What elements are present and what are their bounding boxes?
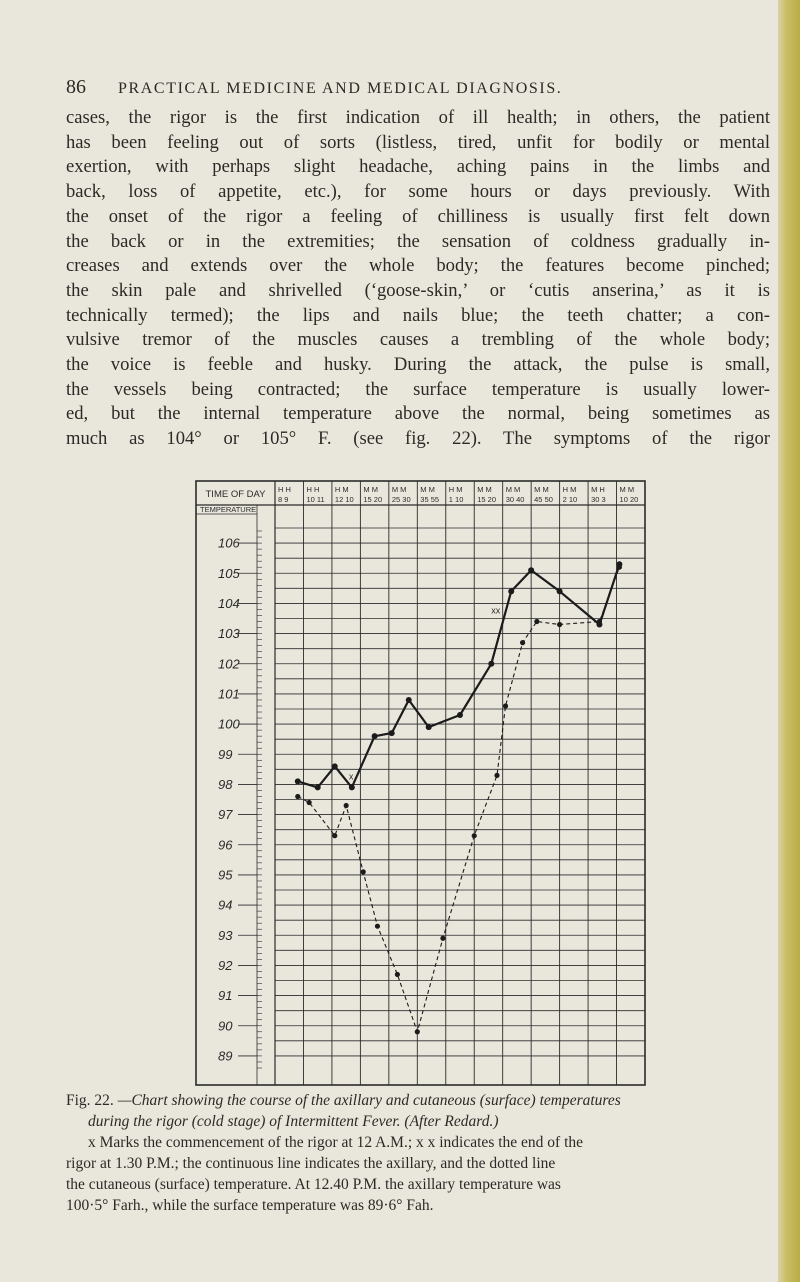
surface-temperature-point [617,565,622,570]
surface-temperature-point [415,1029,420,1034]
time-unit-label: M M [363,485,378,494]
time-unit-label: M M [391,485,407,494]
time-value-label: 25 30 [391,495,411,504]
y-tick-label: 92 [218,957,233,973]
rigor-marker: x [348,771,354,782]
time-unit-label: H M [448,485,463,494]
body-line: the voice is feeble and husky. During the attack, the pulse is small, [66,354,770,376]
axillary-temperature-point [295,778,301,784]
surface-temperature-point [361,869,366,874]
time-value-label: 10 20 [619,495,639,504]
y-tick-label: 100 [218,716,240,732]
figure-label: Fig. 22. [66,1092,114,1109]
y-tick-label: 103 [218,626,240,642]
body-line: vulsive tremor of the muscles causes a trembling of the whole body; [66,329,770,351]
surface-temperature-point [375,924,380,929]
time-unit-label: M M [505,485,521,494]
time-value-label: 30 40 [505,495,525,504]
time-unit-label: H H [278,485,291,494]
time-unit-label: H H [306,485,320,494]
time-unit-label: M M [420,485,435,494]
surface-temperature-point [332,833,337,838]
y-tick-label: 94 [218,897,233,913]
body-line: the back or in the extremities; the sensation of coldness gradually in- [66,230,770,252]
time-value-label: 35 55 [420,495,440,504]
time-value-label: 45 50 [534,495,553,504]
y-tick-label: 90 [218,1018,233,1034]
y-tick-label: 104 [218,595,240,611]
temperature-header: TEMPERATURE [200,505,257,514]
caption-note-line: rigor at 1.30 P.M.; the continuous line indicates the axillary, and the dotted line [66,1155,556,1172]
y-tick-label: 97 [218,807,233,823]
axillary-temperature-point [426,724,432,730]
axillary-temperature-point [528,567,534,573]
y-tick-label: 96 [218,837,233,853]
time-value-label: 2 10 [562,495,578,504]
surface-temperature-point [440,936,445,941]
time-value-label: 12 10 [334,495,354,504]
surface-temperature-point [494,773,499,778]
surface-temperature-point [344,803,349,808]
page-number: 86 [66,76,86,98]
y-tick-label: 99 [218,746,233,762]
surface-temperature-point [534,619,539,624]
body-line: the skin pale and shrivelled (‘goose-skin,’ or ‘cutis anserina,’ as it is [66,279,770,301]
axillary-temperature-point [332,763,338,769]
y-tick-label: 91 [218,988,233,1004]
y-tick-label: 93 [218,927,233,943]
surface-temperature-point [520,640,525,645]
body-line: back, loss of appetite, etc.), for some hours or days previously. With [66,181,770,203]
time-unit-label: H M [562,485,577,494]
y-tick-label: 105 [218,565,240,581]
body-line: cases, the rigor is the first indication of ill health; in others, the patient [66,107,770,128]
body-line: technically termed); the lips and nails blue; the teeth chatter; a con- [66,304,770,326]
time-value-label: 15 20 [477,495,497,504]
axillary-temperature-point [557,588,563,594]
caption-note-line: x Marks the commencement of the rigor at 12 A.M.; x x indicates the end of the [88,1134,584,1151]
surface-temperature-point [307,800,312,805]
time-value-label: 30 3 [591,495,606,504]
body-line: much as 104° or 105° F. (see fig. 22). The symptoms of the rigor [66,428,770,450]
axillary-temperature-point [389,730,395,736]
time-unit-label: M H [591,485,605,494]
y-tick-label: 102 [218,656,240,672]
time-value-label: 10 11 [306,495,325,504]
y-tick-label: 106 [218,535,240,551]
figure-caption [66,1090,771,1216]
surface-temperature-point [472,833,477,838]
caption-title-line2: during the rigor (cold stage) of Intermittent Fever. (After Redard.) [88,1113,499,1130]
axillary-temperature-point [372,733,378,739]
surface-temperature-point [557,622,562,627]
axillary-temperature-point [508,588,514,594]
caption-note-line: the cutaneous (surface) temperature. At 12.40 P.M. the axillary temperature was [66,1176,561,1193]
surface-temperature-point [395,972,400,977]
caption-note-line: 100·5° Farh., while the surface temperature was 89·6° Fah. [66,1197,434,1214]
time-value-label: 15 20 [363,495,383,504]
time-unit-label: M M [619,485,635,494]
body-line: creases and extends over the whole body; the features become pinched; [66,255,770,277]
y-tick-label: 98 [218,776,233,792]
caption-title-row [66,1090,771,1111]
caption-title-line1: —Chart showing the course of the axillary and cutaneous (surface) temperatures [113,1092,621,1109]
body-line: the vessels being contracted; the surface temperature is usually lower- [66,378,770,400]
axillary-temperature-point [406,697,412,703]
body-line: exertion, with perhaps slight headache, aching pains in the limbs and [66,156,770,178]
time-of-day-header: TIME OF DAY [205,489,266,500]
axillary-temperature-point [349,784,355,790]
body-line: the onset of the rigor a feeling of chilliness is usually first felt down [66,205,770,227]
body-line: has been feeling out of sorts (listless, tired, unfit for bodily or mental [66,131,770,153]
surface-temperature-point [295,794,300,799]
surface-temperature-point [503,703,508,708]
chart-frame [196,481,645,1085]
axillary-temperature-point [457,712,463,718]
body-line: ed, but the internal temperature above the normal, being sometimes as [66,403,770,425]
time-unit-label: M M [534,485,549,494]
rigor-marker: xx [491,605,501,616]
time-value-label: 1 10 [448,495,464,504]
axillary-temperature-point [315,784,321,790]
y-tick-label: 101 [218,686,240,702]
running-title: PRACTICAL MEDICINE AND MEDICAL DIAGNOSIS. [118,80,563,97]
time-unit-label: H M [334,485,349,494]
axillary-temperature-point [488,661,494,667]
y-tick-label: 95 [218,867,233,883]
surface-temperature-point [597,619,602,624]
time-value-label: 8 9 [278,495,289,504]
y-tick-label: 89 [218,1048,233,1064]
time-unit-label: M M [477,485,492,494]
